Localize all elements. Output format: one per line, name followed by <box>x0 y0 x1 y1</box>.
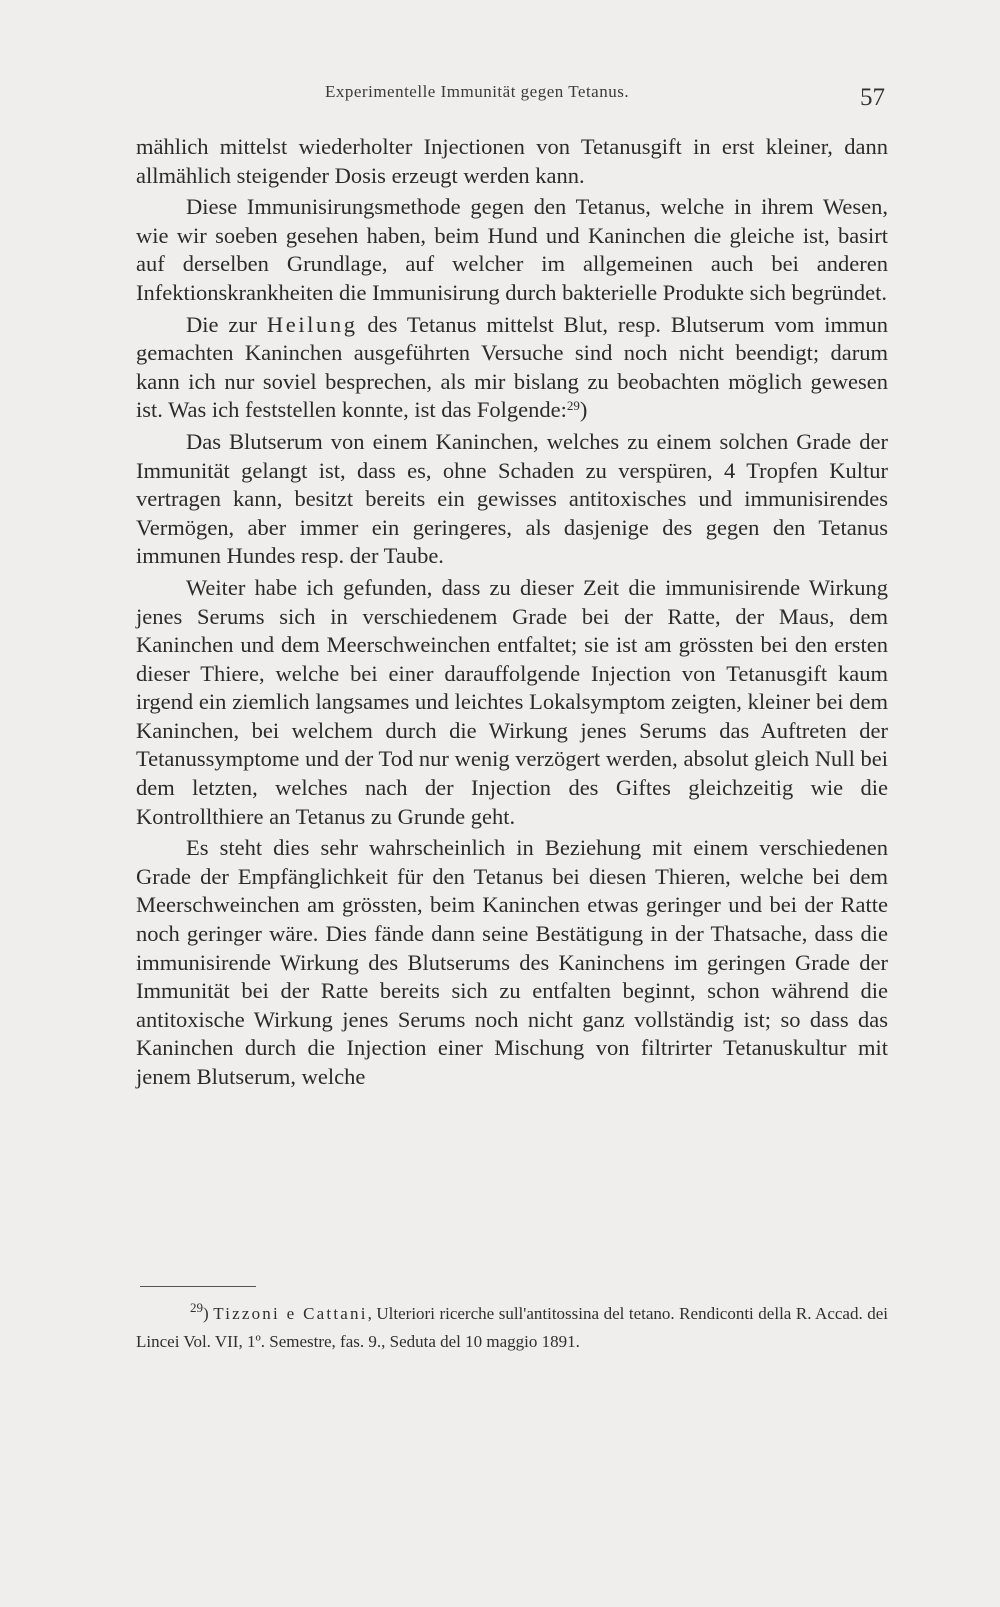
paragraph-3-rest: des Tetanus mittelst Blut, resp. Blutserum vom immun gemachten Kaninchen ausgeführten Versuche sind noch nicht beendigt; darum kann ich nur soviel besprechen, als mir bislang zu beobachten möglich gewesen ist. Was ich feststellen konnte, ist das Folgende: <box>136 311 888 423</box>
paragraph-5: Weiter habe ich gefunden, dass zu dieser Zeit die immunisirende Wirkung jenes Serums sich in verschiedenem Grade bei der Ratte, der Maus, dem Kaninchen und dem Meerschweinchen entfaltet; sie ist am grössten bei den ersten dieser Thiere, welche bei einer darauffolgende Injection von Tetanusgift kaum irgend ein ziemlich langsames und leichtes Lokalsymptom zeigten, kleiner bei dem Kaninchen, bei welchem durch die Wirkung jenes Serums das Auftreten der Tetanussymptome und der Tod nur wenig verzögert werden, absolut gleich Null bei dem letzten, welches nach der Injection des Giftes gleichzeitig wie die Kontrollthiere an Tetanus zu Grunde geht. <box>136 574 888 829</box>
emphasis-heilung: Heilung <box>266 311 358 337</box>
footnote-marker: 29 <box>190 1300 203 1315</box>
paragraph-4: Das Blutserum von einem Kaninchen, welches zu einem solchen Grade der Immunität gelangt ist, dass es, ohne Schaden zu verspüren, 4 Tropfen Kultur vertragen kann, besitzt bereits ein gewisses antitoxisches und immunisirendes Vermögen, aber immer ein geringeres, als dasjenige des gegen den Tetanus immunen Hundes resp. der Taube. <box>136 428 888 569</box>
footnote-text: , Ulteriori ricerche sull'antitossina del tetano. Rendiconti della R. Accad. dei Lincei Vol. VII, 1º. Semestre, fas. 9., Seduta del 10 maggio 1891. <box>136 1304 888 1351</box>
footnote-reference: 29 <box>566 398 580 414</box>
paragraph-3 <box>136 311 888 425</box>
paragraph-1: mählich mittelst wiederholter Injectionen von Tetanusgift in erst kleiner, dann allmählich steigender Dosis erzeugt werden kann. <box>136 134 888 188</box>
footnote-marker-close: ) <box>203 1304 209 1323</box>
footnote <box>136 1300 888 1356</box>
running-title: Experimentelle Immunität gegen Tetanus. <box>325 82 630 101</box>
footnote-divider <box>140 1286 256 1287</box>
paragraph-2: Diese Immunisirungsmethode gegen den Tetanus, welche in ihrem Wesen, wie wir soeben gesehen haben, beim Hund und Kaninchen die gleiche ist, basirt auf derselben Grundlage, auf welcher im allgemeinen auch bei anderen Infektionskrankheiten die Immunisirung durch bakterielle Produkte sich begründet. <box>136 194 888 305</box>
paragraph-3-start: Die zur <box>186 311 267 337</box>
paragraph-6: Es steht dies sehr wahrscheinlich in Beziehung mit einem verschiedenen Grade der Empfänglichkeit für den Tetanus bei diesen Thieren, welche bei dem Meerschweinchen am grössten, beim Kaninchen etwas geringer und bei der Ratte noch geringer wäre. Dies fände dann seine Bestätigung in der Thatsache, dass die immunisirende Wirkung des Blutserums des Kaninchens im geringen Grade der Immunität bei der Ratte bereits sich zu entfalten beginnt, schon während die antitoxische Wirkung jenes Serums noch nicht ganz vollständig ist; so dass das Kaninchen durch die Injection einer Mischung von filtrirter Tetanuskultur mit jenem Blutserum, welche <box>136 835 888 1089</box>
page-number: 57 <box>860 84 885 111</box>
footnote-authors: Tizzoni e Cattani <box>213 1304 368 1323</box>
body-text <box>136 133 888 1095</box>
running-head <box>0 80 1000 110</box>
footnote-reference-close: ) <box>579 397 588 423</box>
